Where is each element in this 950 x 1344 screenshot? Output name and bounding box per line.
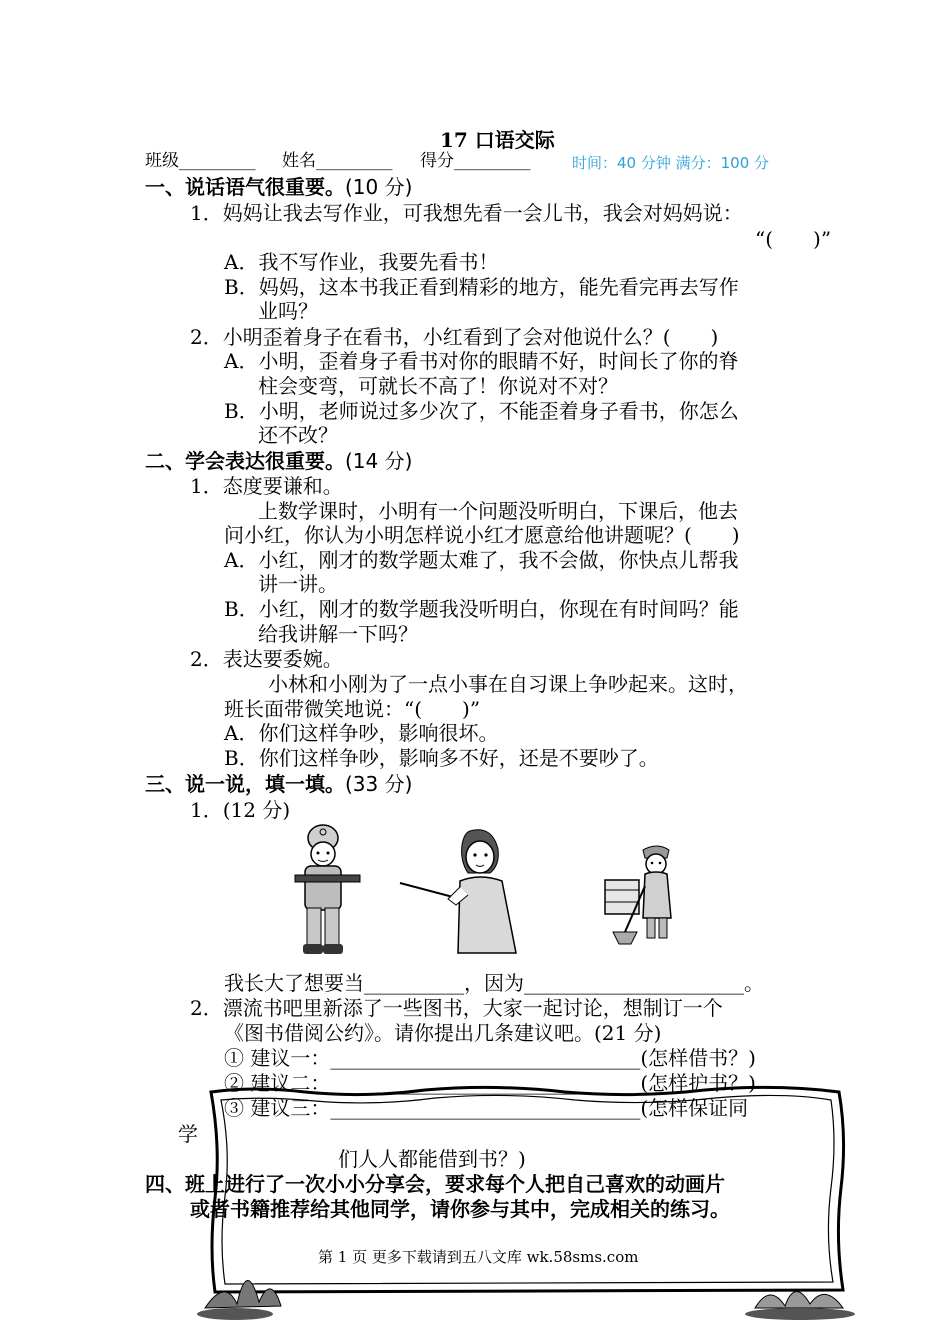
section-2-heading: 二、学会表达很重要。(14 分) — [145, 449, 413, 473]
s1-q2-option-a-cont: 柱会变弯，可就长不高了！你说对不对？ — [258, 374, 618, 398]
section-1-heading: 一、说话语气很重要。(10 分) — [145, 175, 413, 199]
time-info: 时间：40 分钟 满分：100 分 — [572, 154, 770, 172]
s2-q1-option-a: A．小红，刚才的数学题太难了，我不会做，你快点儿帮我 — [224, 548, 739, 572]
s1-q1-stem: 1．妈妈让我去写作业，可我想先看一会儿书，我会对妈妈说： — [190, 201, 743, 225]
s2-q1-option-b: B．小红，刚才的数学题我没听明白，你现在有时间吗？能 — [224, 597, 739, 621]
s1-q1-option-b-cont: 业吗？ — [258, 299, 318, 323]
section-4-heading-cont: 或者书籍推荐给其他同学，请你参与其中，完成相关的练习。 — [190, 1197, 730, 1221]
section-3-heading: 三、说一说，填一填。(33 分) — [145, 772, 413, 796]
s3-q2-stem: 2．漂流书吧里新添了一些图书，大家一起讨论，想制订一个 — [190, 996, 723, 1020]
s1-q1-blank: “( )” — [755, 227, 832, 251]
suggestion-3-wrap-a: 学 — [178, 1122, 198, 1146]
suggestion-2: ② 建议二：_______________________________(怎样护书？) — [224, 1071, 756, 1095]
s3-q1-fill-line: 我长大了想要当__________，因为______________________。 — [224, 971, 764, 995]
suggestion-3: ③ 建议三：_______________________________(怎样保证同 — [224, 1096, 749, 1120]
s2-q2-passage-cont: 班长面带微笑地说：“( )” — [224, 697, 481, 721]
teacher-illustration — [398, 825, 523, 955]
cleaner-illustration — [603, 840, 683, 950]
s1-q2-stem: 2．小明歪着身子在看书，小红看到了会对他说什么？( ) — [190, 325, 719, 349]
page-footer: 第 1 页 更多下载请到五八文库 wk.58sms.com — [318, 1248, 639, 1266]
page-title: 17 口语交际 — [440, 128, 555, 152]
s1-q1-option-a: A．我不写作业，我要先看书！ — [224, 250, 499, 274]
s1-q2-option-a: A．小明，歪着身子看书对你的眼睛不好，时间长了你的脊 — [224, 349, 739, 373]
s2-q2-option-b: B．你们这样争吵，影响多不好，还是不要吵了。 — [224, 746, 659, 770]
s1-q1-option-b: B．妈妈，这本书我正看到精彩的地方，能先看完再去写作 — [224, 275, 739, 299]
score-field: 得分_________ — [420, 151, 531, 171]
s1-q2-option-b: B．小明，老师说过多少次了，不能歪着身子看书，你怎么 — [224, 399, 739, 423]
class-field: 班级_________ — [145, 151, 256, 171]
s2-q1-option-b-cont: 给我讲解一下吗？ — [258, 622, 418, 646]
s2-q1-passage-cont: 问小红，你认为小明怎样说小红才愿意给他讲题呢？( ) — [224, 523, 740, 547]
s2-q1-stem: 1．态度要谦和。 — [190, 474, 343, 498]
s1-q2-option-b-cont: 还不改？ — [258, 423, 338, 447]
s2-q2-option-a: A．你们这样争吵，影响很坏。 — [224, 721, 499, 745]
suggestion-1: ① 建议一：_______________________________(怎样借书？) — [224, 1046, 756, 1070]
section-4-heading: 四、班上进行了一次小小分享会，要求每个人把自己喜欢的动画片 — [145, 1172, 725, 1196]
s2-q2-passage: 小林和小刚为了一点小事在自习课上争吵起来。这时， — [268, 672, 748, 696]
s2-q1-passage: 上数学课时，小明有一个问题没听明白，下课后，他去 — [258, 499, 738, 523]
suggestion-3-wrap-b: 们人人都能借到书？) — [338, 1147, 526, 1171]
s2-q1-option-a-cont: 讲一讲。 — [258, 572, 338, 596]
s3-q1-stem: 1．(12 分) — [190, 798, 291, 822]
s2-q2-stem: 2．表达要委婉。 — [190, 647, 343, 671]
soldier-illustration — [285, 820, 365, 960]
name-field: 姓名_________ — [282, 151, 393, 171]
s3-q2-stem-cont: 《图书借阅公约》。请你提出几条建议吧。(21 分) — [224, 1021, 662, 1045]
